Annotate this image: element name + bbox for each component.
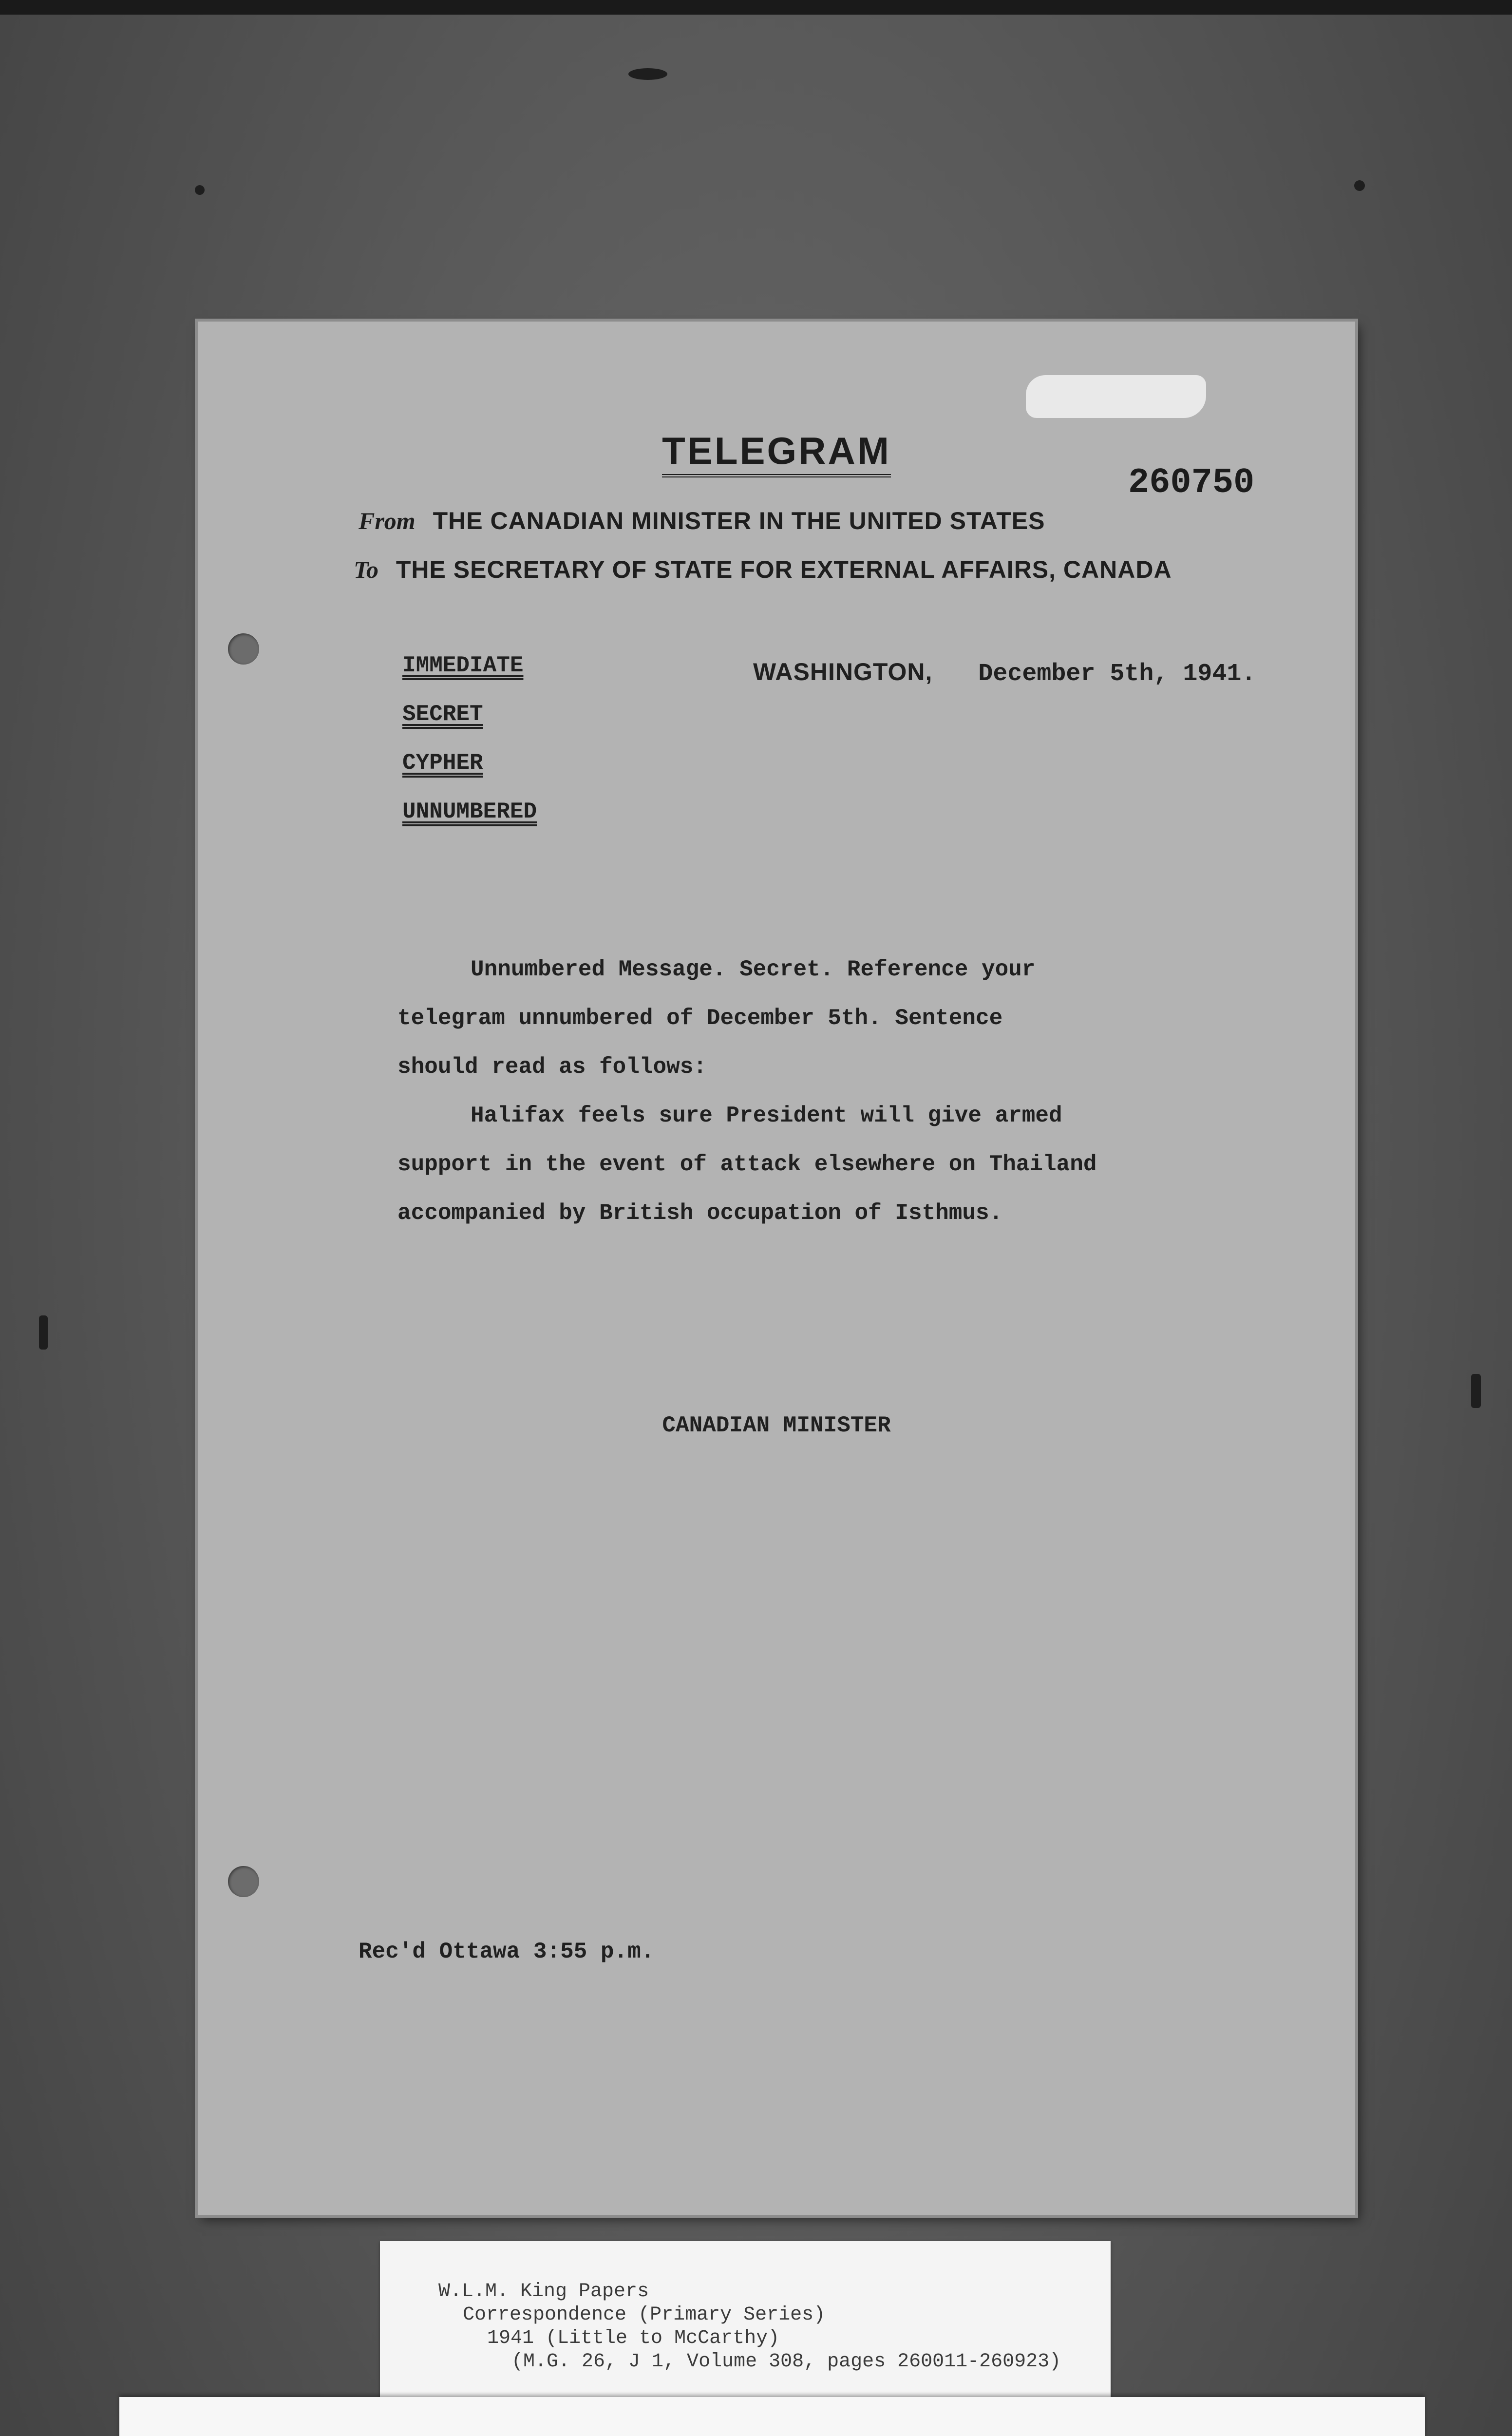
tape-mark [1026,375,1206,418]
date: December 5th, 1941. [978,660,1256,688]
classification-list [402,653,537,848]
place-date-line [753,658,1256,688]
classification-item: SECRET [402,702,483,727]
from-value: THE CANADIAN MINISTER IN THE UNITED STATES [433,507,1045,534]
archive-label-card [119,2397,1425,2436]
citation-line: (M.G. 26, J 1, Volume 308, pages 260011-260923) [511,2351,1061,2373]
from-line [359,507,1045,535]
dust-speck [1354,180,1365,191]
dust-speck [628,68,667,80]
citation-line: Correspondence (Primary Series) [463,2304,826,2326]
body-line: accompanied by British occupation of Isthmus. [397,1200,1003,1226]
body-line: support in the event of attack elsewhere on Thailand [397,1152,1097,1177]
punch-hole-bottom [228,1866,259,1897]
to-line [354,555,1172,584]
body-line: should read as follows: [397,1054,707,1080]
dust-speck [1471,1374,1481,1408]
film-edge-top [0,0,1512,15]
classification-item: IMMEDIATE [402,653,524,678]
citation-line: W.L.M. King Papers [438,2281,649,2303]
classification-item: UNNUMBERED [402,799,537,824]
message-body [397,945,1255,1237]
citation-line: 1941 (Little to McCarthy) [487,2327,780,2349]
body-line: telegram unnumbered of December 5th. Sentence [397,1006,1003,1031]
dust-speck [39,1315,48,1350]
to-value: THE SECRETARY OF STATE FOR EXTERNAL AFFAIRS, CANADA [396,556,1172,583]
classification-item: CYPHER [402,750,483,776]
received-stamp: Rec'd Ottawa 3:55 p.m. [359,1939,655,1964]
to-label: To [354,556,378,583]
dust-speck [195,185,205,195]
document-number: 260750 [1128,463,1255,503]
telegram-sheet [198,322,1355,2215]
body-line: Halifax feels sure President will give armed [471,1103,1062,1128]
from-label: From [359,507,416,534]
punch-hole-top [228,633,259,665]
place: WASHINGTON, [753,658,933,685]
signature: CANADIAN MINISTER [662,1413,891,1438]
source-citation-card [380,2241,1111,2402]
telegram-title: TELEGRAM [198,429,1355,473]
body-line: Unnumbered Message. Secret. Reference your [471,957,1036,982]
